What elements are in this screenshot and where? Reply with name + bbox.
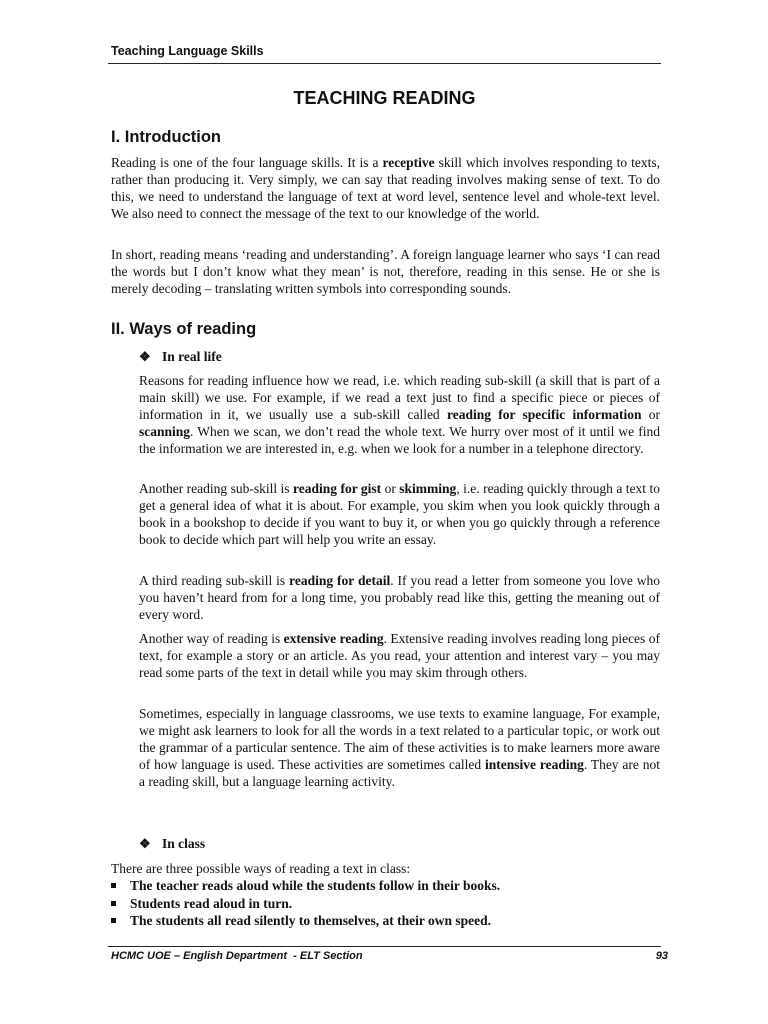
- subheading-label: In class: [162, 836, 206, 851]
- list-item-text: Students read aloud in turn.: [130, 895, 293, 911]
- subheading-label: In real life: [162, 349, 222, 364]
- bold-term: reading for detail: [289, 573, 391, 588]
- bold-term: skimming: [399, 481, 457, 496]
- real-life-paragraph-5: [139, 705, 660, 790]
- diamond-bullet-icon: ❖: [139, 349, 151, 364]
- subheading-in-class: [139, 836, 205, 852]
- bold-term: intensive reading: [484, 757, 584, 772]
- text-run: . If you read a letter from someone you love who you haven’t heard from for a long time, you probably read like this, getting the meaning out of every word.: [139, 573, 661, 622]
- text-run: . They are not a reading skill, but a language learning activity.: [139, 757, 660, 789]
- list-item-text: The teacher reads aloud while the students follow in their books.: [130, 878, 501, 893]
- running-header: Teaching Language Skills: [111, 44, 264, 58]
- text-run: or: [641, 407, 660, 422]
- section-heading-ways-of-reading: II. Ways of reading: [111, 320, 257, 338]
- list-item: [111, 912, 660, 930]
- intro-paragraph-2: In short, reading means ‘reading and understanding’. A foreign language learner who says ‘I can read the words but I don’t know what they mean’ is not, therefore, reading in this sense. He or she is merely decoding – translating written symbols into corresponding sounds.: [111, 247, 660, 296]
- text-run: Another way of reading is: [139, 631, 284, 646]
- header-rule: [108, 63, 661, 64]
- footer-rule: [108, 946, 661, 947]
- real-life-paragraph-1: [139, 372, 660, 457]
- real-life-paragraph-3: [139, 572, 660, 623]
- bold-term: reading for gist: [293, 481, 382, 496]
- section-heading-introduction: I. Introduction: [111, 128, 221, 146]
- square-bullet-icon: [111, 901, 116, 906]
- text-run: , i.e. reading quickly through a text to get a general idea of what it is about. For example, you skim when you look quickly through a book in a bookshop to decide if you want to buy it, or when you go quickly through a reference book to decide which part will help you write an essay.: [139, 481, 660, 547]
- list-item-text: The students all read silently to themselves, at their own speed.: [130, 913, 491, 928]
- diamond-bullet-icon: ❖: [139, 836, 151, 851]
- text-run: . When we scan, we don’t read the whole text. We hurry over most of it until we find the information we are interested in, e.g. when we look for a number in a telephone directory.: [139, 424, 660, 456]
- bold-term: reading for specific information: [446, 407, 642, 422]
- list-item: [111, 877, 660, 895]
- text-run: Another reading sub-skill is: [139, 481, 294, 496]
- text-run: or: [381, 481, 400, 496]
- text-run: Reasons for reading influence how we read, i.e. which reading sub-skill (a skill that is part of a main skill) we use. For example, if we read a text just to find a specific piece or pieces of information in it, we usually use a sub-skill called: [139, 373, 660, 422]
- bold-term: scanning: [139, 424, 191, 439]
- in-class-intro: There are three possible ways of reading a text in class:: [111, 861, 411, 876]
- text-run: A third reading sub-skill is: [139, 573, 290, 588]
- page-number: 93: [655, 950, 668, 962]
- page-title: TEACHING READING: [293, 88, 476, 108]
- reading-methods-list: [111, 877, 660, 930]
- text-run: Reading is one of the four language skills. It is a: [111, 155, 383, 170]
- real-life-paragraph-2: [139, 480, 660, 548]
- text-run: Sometimes, especially in language classrooms, we use texts to examine language, For example, we might ask learners to look for all the words in a text related to a particular topic, or work out the grammar of a particular sentence. The aim of these activities is to make learners more aware of how language is used. These activities are sometimes called: [139, 706, 660, 772]
- text-run: skill which involves responding to texts, rather than producing it. Very simply, we can say that reading involves making sense of text. To do this, we need to understand the language of text at word level, sentence level and whole-text level. We also need to connect the message of the text to our knowledge of the world.: [111, 155, 660, 221]
- square-bullet-icon: [111, 883, 116, 888]
- text-run: . Extensive reading involves reading long pieces of text, for example a story or an article. As you read, your attention and interest vary – you may read some parts of the text in detail while you may skim through others.: [139, 631, 660, 680]
- square-bullet-icon: [111, 918, 116, 923]
- intro-paragraph-1: [111, 154, 660, 222]
- footer-text: HCMC UOE – English Department - ELT Section: [111, 950, 363, 962]
- real-life-paragraph-4: [139, 630, 660, 681]
- subheading-in-real-life: [139, 349, 222, 365]
- bold-term: extensive reading: [283, 631, 384, 646]
- list-item: [111, 895, 660, 913]
- bold-term-receptive: receptive: [382, 155, 435, 170]
